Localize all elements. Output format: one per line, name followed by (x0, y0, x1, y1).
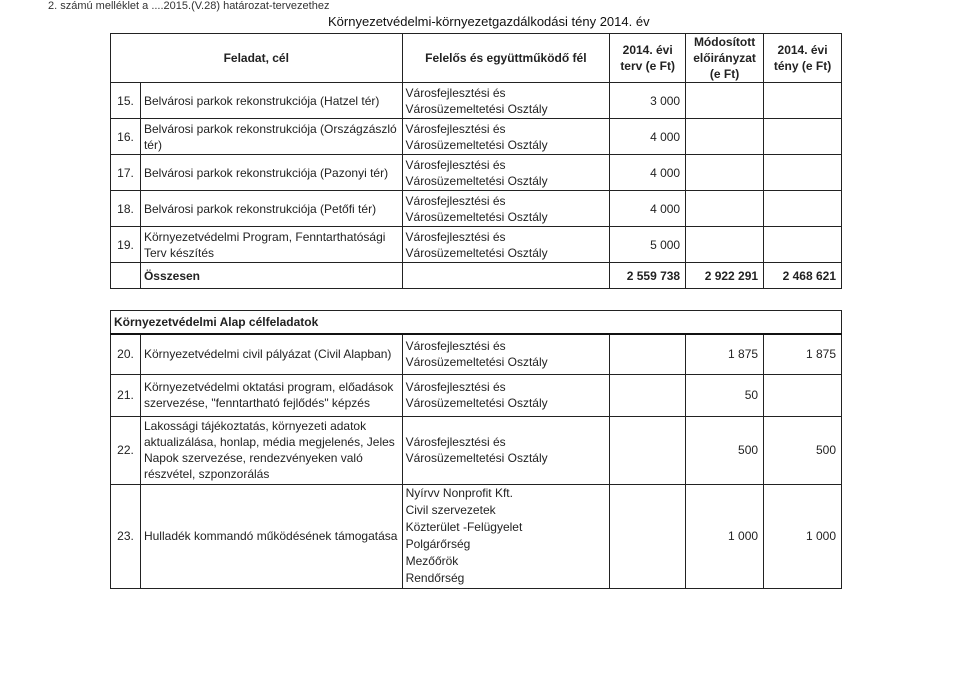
total-plan: 2 559 738 (610, 263, 686, 289)
row-plan (610, 334, 686, 374)
col-header-modified: Módosított előirányzat (e Ft) (686, 34, 764, 83)
row-responsible: Városfejlesztési és Városüzemeltetési Osztály (402, 155, 610, 191)
row-plan: 3 000 (610, 83, 686, 119)
responsible-line: Polgárőrség (405, 537, 471, 551)
row-actual (764, 155, 842, 191)
row-responsible: Városfejlesztési és Városüzemeltetési Osztály (402, 374, 610, 416)
table-row (111, 374, 842, 416)
row-actual (764, 374, 842, 416)
row-task: Lakossági tájékoztatás, környezeti adatok aktualizálása, honlap, média megjelenés, Jeles Napok szervezése, rendezvényeken való részvétel, szponzorálás (140, 416, 402, 484)
row-responsible: Városfejlesztési és Városüzemeltetési Osztály (402, 334, 610, 374)
table-row (111, 83, 842, 119)
col-header-plan: 2014. évi terv (e Ft) (610, 34, 686, 83)
table-row (111, 191, 842, 227)
row-responsible: Városfejlesztési és Városüzemeltetési Osztály (402, 191, 610, 227)
row-number: 22. (111, 416, 141, 484)
row-modified (686, 83, 764, 119)
row-responsible: Városfejlesztési és Városüzemeltetési Osztály (402, 119, 610, 155)
row-actual (764, 191, 842, 227)
document-title: Környezetvédelmi-környezetgazdálkodási tény 2014. év (328, 14, 650, 29)
row-task: Belvárosi parkok rekonstrukciója (Pazonyi tér) (140, 155, 402, 191)
row-actual (764, 119, 842, 155)
row-modified (686, 191, 764, 227)
responsible-line: Rendőrség (405, 571, 465, 585)
total-actual: 2 468 621 (764, 263, 842, 289)
section2-table (110, 310, 842, 589)
table-row (111, 155, 842, 191)
row-task: Környezetvédelmi civil pályázat (Civil Alapban) (140, 334, 402, 374)
table-row (111, 119, 842, 155)
row-number: 15. (111, 83, 141, 119)
row-number: 16. (111, 119, 141, 155)
row-modified (686, 227, 764, 263)
row-actual: 1 000 (764, 484, 842, 588)
row-plan: 5 000 (610, 227, 686, 263)
row-actual: 1 875 (764, 334, 842, 374)
total-modified: 2 922 291 (686, 263, 764, 289)
section-header-row (111, 311, 842, 335)
section-title: Környezetvédelmi Alap célfeladatok (111, 311, 842, 335)
row-plan (610, 374, 686, 416)
col-header-responsible: Felelős és együttműködő fél (402, 34, 610, 83)
total-label: Összesen (140, 263, 402, 289)
responsible-line: Mezőőrök (405, 554, 459, 568)
row-task: Hulladék kommandó működésének támogatása (140, 484, 402, 588)
row-modified (686, 119, 764, 155)
row-actual (764, 227, 842, 263)
header-row (111, 34, 842, 83)
row-responsible: Városfejlesztési és Városüzemeltetési Osztály (402, 227, 610, 263)
row-responsible-list (402, 484, 610, 588)
row-plan (610, 484, 686, 588)
row-task: Környezetvédelmi oktatási program, előadások szervezése, "fenntartható fejlődés" képzés (140, 374, 402, 416)
row-plan: 4 000 (610, 191, 686, 227)
table-row (111, 227, 842, 263)
row-number: 20. (111, 334, 141, 374)
col-header-actual: 2014. évi tény (e Ft) (764, 34, 842, 83)
row-task: Belvárosi parkok rekonstrukciója (Hatzel tér) (140, 83, 402, 119)
row-modified (686, 155, 764, 191)
responsible-line: Közterület -Felügyelet (405, 520, 523, 534)
row-actual (764, 83, 842, 119)
table-row (111, 484, 842, 588)
col-header-task: Feladat, cél (111, 34, 403, 83)
row-task: Környezetvédelmi Program, Fenntarthatósági Terv készítés (140, 227, 402, 263)
table-row (111, 334, 842, 374)
responsible-line: Nyírvv Nonprofit Kft. (405, 486, 513, 500)
row-task: Belvárosi parkok rekonstrukciója (Petőfi tér) (140, 191, 402, 227)
row-responsible: Városfejlesztési és Városüzemeltetési Osztály (402, 416, 610, 484)
row-modified: 1 000 (686, 484, 764, 588)
row-modified: 50 (686, 374, 764, 416)
row-number: 23. (111, 484, 141, 588)
row-modified: 500 (686, 416, 764, 484)
row-number: 18. (111, 191, 141, 227)
row-number: 19. (111, 227, 141, 263)
header-note: 2. számú melléklet a ....2015.(V.28) határozat-tervezethez (48, 0, 330, 12)
table-row (111, 416, 842, 484)
row-plan (610, 416, 686, 484)
total-row (111, 263, 842, 289)
row-modified: 1 875 (686, 334, 764, 374)
row-plan: 4 000 (610, 155, 686, 191)
row-task: Belvárosi parkok rekonstrukciója (Országzászló tér) (140, 119, 402, 155)
row-plan: 4 000 (610, 119, 686, 155)
responsible-line: Civil szervezetek (405, 503, 496, 517)
row-number: 21. (111, 374, 141, 416)
row-actual: 500 (764, 416, 842, 484)
row-responsible: Városfejlesztési és Városüzemeltetési Osztály (402, 83, 610, 119)
row-number: 17. (111, 155, 141, 191)
main-table (110, 33, 842, 289)
